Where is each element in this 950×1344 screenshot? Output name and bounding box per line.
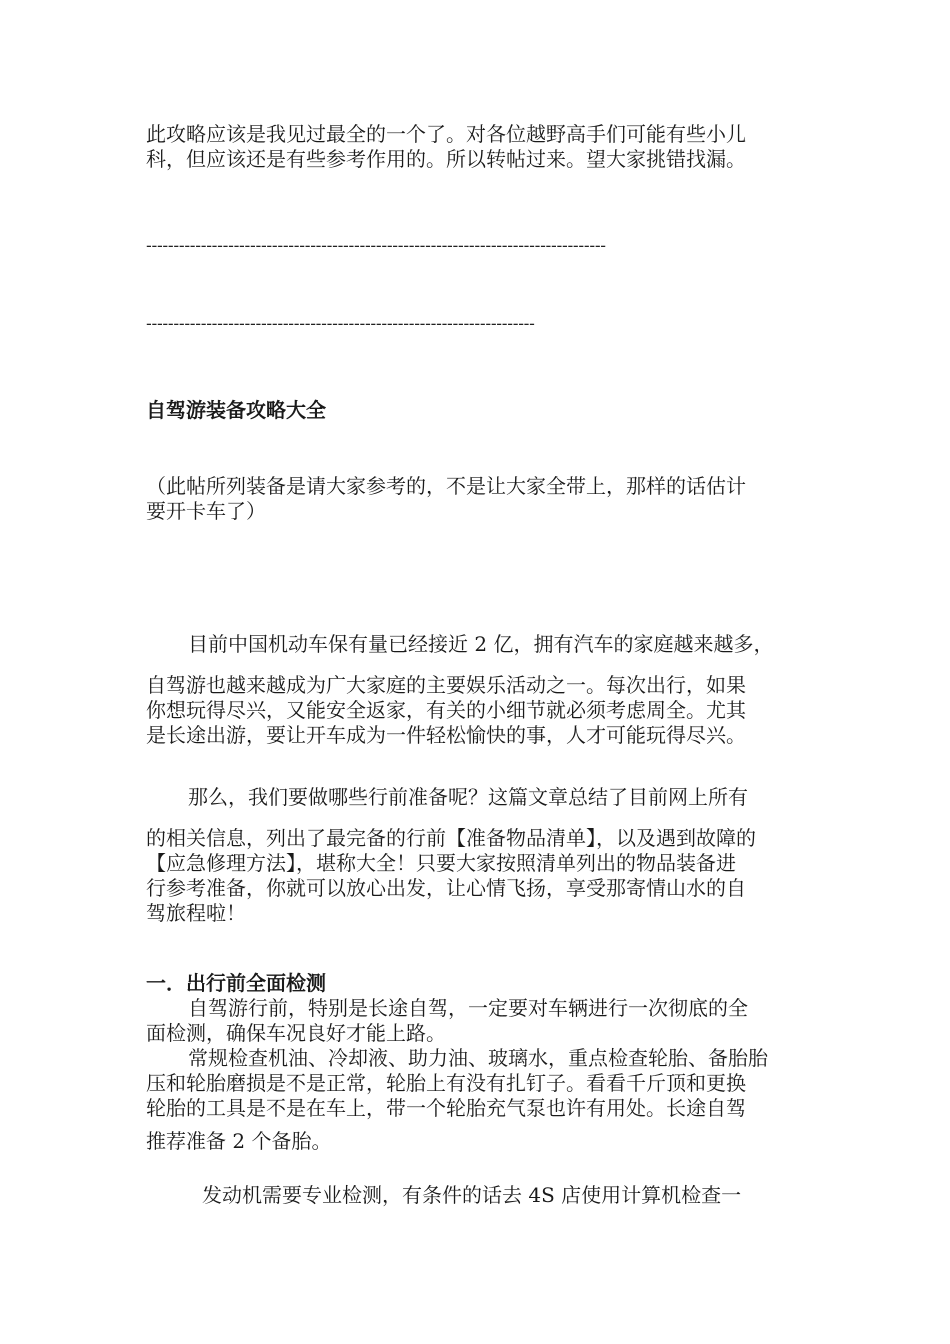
section-heading: 一．出行前全面检测 (146, 971, 326, 995)
text-line: 此攻略应该是我见过最全的一个了。对各位越野高手们可能有些小儿 (146, 122, 746, 146)
document-title: 自驾游装备攻略大全 (146, 398, 326, 422)
text-line: 那么，我们要做哪些行前准备呢？这篇文章总结了目前网上所有 (188, 785, 748, 809)
separator-line: ------------------------------------------------------------------------------------ (146, 236, 606, 255)
text-line: 常规检查机油、冷却液、助力油、玻璃水，重点检查轮胎、备胎胎 (188, 1046, 768, 1070)
text-line: 驾旅程啦！ (146, 901, 246, 925)
text-line: 科，但应该还是有些参考作用的。所以转帖过来。望大家挑错找漏。 (146, 147, 746, 171)
paragraph-1 (146, 632, 810, 748)
text-line: 推荐准备 2 个备胎。 (146, 1129, 332, 1153)
text-line: 要开卡车了） (146, 499, 266, 523)
text-line: 轮胎的工具是不是在车上，带一个轮胎充气泵也许有用处。长途自驾 (146, 1096, 746, 1120)
text-line: 的相关信息，列出了最完备的行前【准备物品清单】，以及遇到故障的 (146, 826, 756, 850)
paragraph-2 (146, 785, 810, 926)
note-paragraph (146, 474, 810, 524)
text-line: 发动机需要专业检测，有条件的话去 4S 店使用计算机检查一 (202, 1183, 742, 1207)
text-line: 压和轮胎磨损是不是正常，轮胎上有没有扎钉子。看看千斤顶和更换 (146, 1071, 746, 1095)
text-line: 面检测，确保车况良好才能上路。 (146, 1021, 446, 1045)
text-line: 自驾游也越来越成为广大家庭的主要娱乐活动之一。每次出行，如果 (146, 673, 746, 697)
text-line: 目前中国机动车保有量已经接近 2 亿，拥有汽车的家庭越来越多， (188, 632, 774, 656)
intro-paragraph (146, 122, 810, 172)
text-line: 你想玩得尽兴，又能安全返家，有关的小细节就必须考虑周全。尤其 (146, 698, 746, 722)
text-line: 自驾游行前，特别是长途自驾，一定要对车辆进行一次彻底的全 (188, 996, 748, 1020)
text-line: 【应急修理方法】，堪称大全！只要大家按照清单列出的物品装备进 (146, 851, 736, 875)
text-line: 行参考准备，你就可以放心出发，让心情飞扬，享受那寄情山水的自 (146, 876, 746, 900)
section-1-paragraph-3 (146, 1183, 810, 1208)
text-line: （此帖所列装备是请大家参考的，不是让大家全带上，那样的话估计 (146, 474, 746, 498)
separator-line: ----------------------------------------------------------------------- (146, 314, 535, 333)
text-line: 是长途出游，要让开车成为一件轻松愉快的事，人才可能玩得尽兴。 (146, 723, 746, 747)
section-1-body (146, 996, 810, 1154)
